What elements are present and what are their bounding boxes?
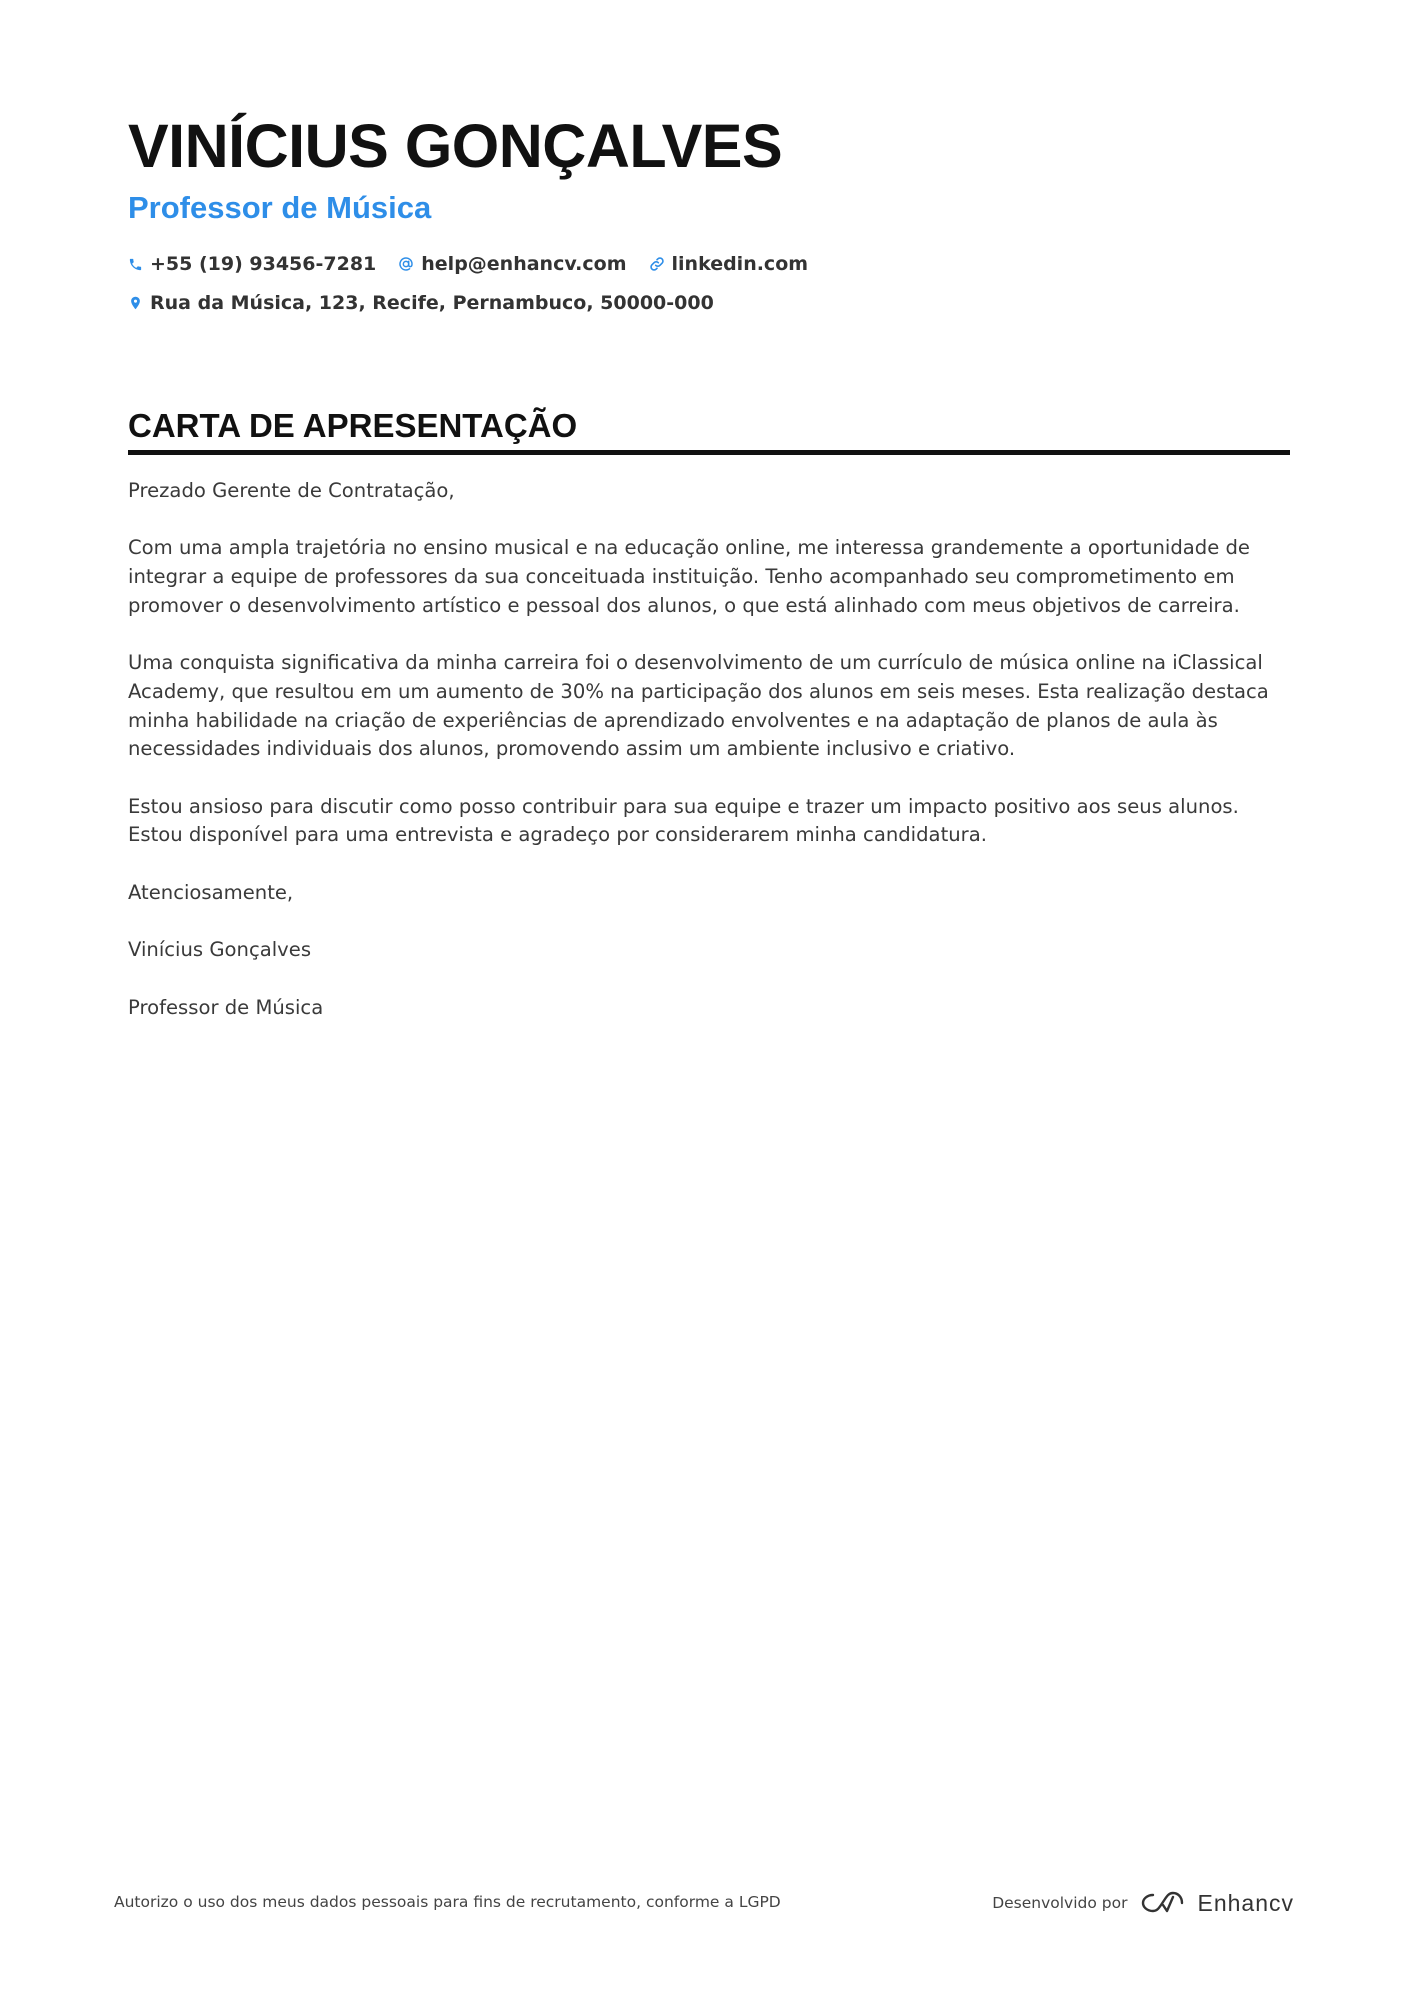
closing: Atenciosamente, — [128, 880, 294, 904]
signature-title: Professor de Música — [128, 995, 324, 1019]
letter-paragraph: Uma conquista significativa da minha carreira foi o desenvolvimento de um currículo de música online na iClassical Academy, que resultou em um aumento de 30% na participação dos alunos em seis meses. Esta realização destaca minha habilidade na criação de experiências de aprendizado envolventes e na adaptação de planos de aula às necessidades individuais dos alunos, promovendo assim um ambiente inclusivo e criativo. — [128, 651, 1269, 761]
website-text: linkedin.com — [671, 253, 809, 275]
letter-body — [128, 477, 1290, 1022]
brand-name: Enhancv — [1197, 1889, 1294, 1916]
location-pin-icon — [128, 295, 143, 311]
phone-icon — [128, 257, 143, 272]
link-icon — [649, 256, 665, 272]
signature-name: Vinícius Gonçalves — [128, 938, 312, 962]
footer — [114, 1883, 1294, 1923]
at-icon — [398, 256, 414, 272]
cover-letter-section — [128, 404, 1290, 1051]
enhancv-logo-icon — [1141, 1891, 1187, 1915]
contact-address — [128, 292, 714, 314]
candidate-title: Professor de Música — [128, 190, 432, 225]
address-text: Rua da Música, 123, Recife, Pernambuco, 50000-000 — [150, 292, 714, 314]
letter-paragraph: Com uma ampla trajetória no ensino musical e na educação online, me interessa grandemente a oportunidade de integrar a equipe de professores da sua conceituada instituição. Tenho acompanhado seu comprometimento em promover o desenvolvimento artístico e pessoal dos alunos, o que está alinhado com meus objetivos de carreira. — [128, 536, 1250, 617]
candidate-name: VINÍCIUS GONÇALVES — [128, 112, 783, 180]
enhancv-logo[interactable] — [1141, 1890, 1294, 1917]
contact-website[interactable] — [649, 253, 809, 275]
phone-text: +55 (19) 93456-7281 — [150, 253, 377, 275]
contact-email[interactable] — [398, 253, 626, 275]
salutation: Prezado Gerente de Contratação, — [128, 479, 455, 502]
consent-text: Autorizo o uso dos meus dados pessoais para fins de recrutamento, conforme a LGPD — [114, 1893, 781, 1911]
section-title: CARTA DE APRESENTAÇÃO — [128, 404, 1290, 455]
credit[interactable] — [992, 1883, 1294, 1923]
email-text: help@enhancv.com — [421, 253, 627, 275]
header — [128, 108, 1288, 317]
credit-label: Desenvolvido por — [992, 1894, 1128, 1912]
contact-row-secondary — [128, 289, 1288, 317]
letter-paragraph: Estou ansioso para discutir como posso contribuir para sua equipe e trazer um impacto positivo aos seus alunos. Estou disponível para uma entrevista e agradeço por considerarem minha candidatura. — [128, 794, 1239, 847]
contact-row-primary — [128, 250, 1288, 278]
contact-phone[interactable] — [128, 253, 376, 275]
